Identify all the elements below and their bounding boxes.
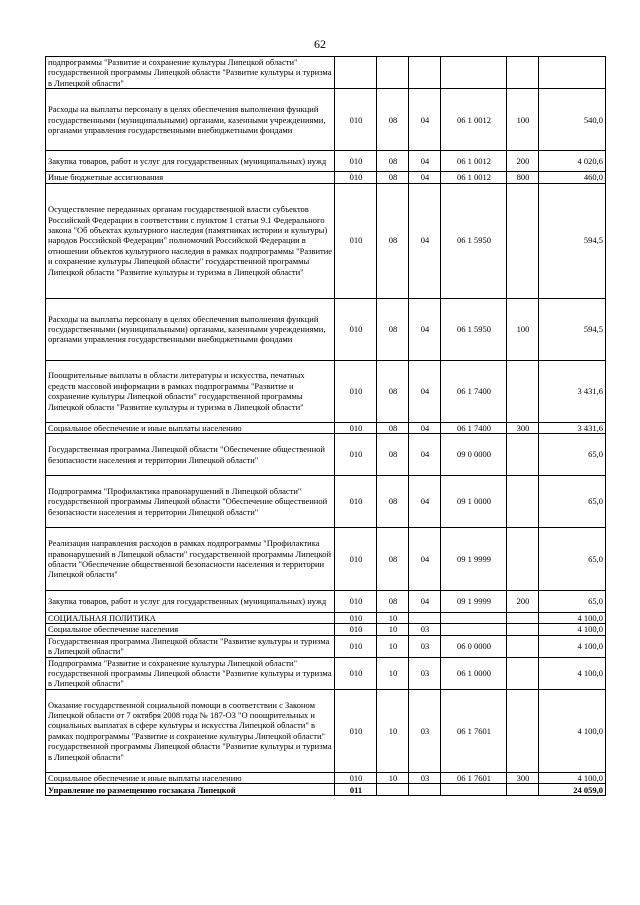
cell-expense-type: 200 [507, 151, 539, 172]
cell-amount: 4 020,6 [539, 151, 606, 172]
table-row [46, 772, 606, 783]
cell-description: СОЦИАЛЬНАЯ ПОЛИТИКА [46, 613, 335, 624]
cell-subsection: 04 [409, 476, 441, 528]
cell-description: Расходы на выплаты персоналу в целях обеспечения выполнения функций государственными (муниципальными) органами, казенными учреждениями, органами управления государственными внебюджетными фондами [46, 298, 335, 360]
cell-subsection [409, 57, 441, 89]
cell-subsection: 04 [409, 89, 441, 151]
cell-description: Подпрограмма "Развитие и сохранение культуры Липецкой области" государственной программы Липецкой области "Развитие культуры и туризма в Липецкой области" [46, 657, 335, 689]
table-row [46, 784, 606, 796]
budget-table [45, 56, 606, 796]
cell-subsection: 04 [409, 422, 441, 433]
cell-expense-type [507, 657, 539, 689]
cell-expense-type [507, 476, 539, 528]
cell-subsection: 04 [409, 172, 441, 183]
cell-description: Расходы на выплаты персоналу в целях обеспечения выполнения функций государственными (муниципальными) органами, казенными учреждениями, органами управления государственными внебюджетными фондами [46, 89, 335, 151]
table-row [46, 591, 606, 613]
cell-expense-type: 800 [507, 172, 539, 183]
cell-subsection: 03 [409, 635, 441, 657]
cell-admin-code: 010 [335, 89, 377, 151]
cell-subsection: 04 [409, 434, 441, 476]
cell-expense-type [507, 57, 539, 89]
cell-target-article: 06 1 7400 [441, 422, 507, 433]
cell-admin-code: 010 [335, 591, 377, 613]
cell-amount: 4 100,0 [539, 613, 606, 624]
cell-expense-type: 300 [507, 422, 539, 433]
cell-subsection [409, 784, 441, 796]
cell-amount: 3 431,6 [539, 422, 606, 433]
cell-section: 08 [377, 183, 409, 298]
cell-section: 08 [377, 298, 409, 360]
cell-target-article: 06 1 0012 [441, 89, 507, 151]
cell-description: Иные бюджетные ассигнования [46, 172, 335, 183]
cell-target-article: 06 1 7601 [441, 772, 507, 783]
cell-admin-code [335, 57, 377, 89]
table-row [46, 434, 606, 476]
cell-subsection: 04 [409, 298, 441, 360]
cell-admin-code: 010 [335, 528, 377, 591]
cell-target-article: 06 1 5950 [441, 183, 507, 298]
cell-expense-type: 300 [507, 772, 539, 783]
cell-subsection: 03 [409, 657, 441, 689]
cell-section: 10 [377, 772, 409, 783]
cell-description: Закупка товаров, работ и услуг для государственных (муниципальных) нужд [46, 591, 335, 613]
page-number: 62 [314, 37, 326, 51]
cell-subsection: 04 [409, 151, 441, 172]
cell-target-article: 06 1 0012 [441, 151, 507, 172]
cell-expense-type [507, 528, 539, 591]
cell-description: Социальное обеспечение населения [46, 624, 335, 635]
cell-amount: 4 100,0 [539, 635, 606, 657]
cell-section: 10 [377, 613, 409, 624]
cell-section: 08 [377, 476, 409, 528]
cell-admin-code: 010 [335, 172, 377, 183]
cell-section: 08 [377, 434, 409, 476]
cell-target-article: 09 1 0000 [441, 476, 507, 528]
cell-section: 08 [377, 151, 409, 172]
cell-admin-code: 010 [335, 624, 377, 635]
cell-target-article: 06 0 0000 [441, 635, 507, 657]
cell-subsection: 04 [409, 528, 441, 591]
cell-admin-code: 010 [335, 298, 377, 360]
cell-amount: 65,0 [539, 476, 606, 528]
cell-expense-type: 100 [507, 298, 539, 360]
table-row [46, 624, 606, 635]
cell-target-article: 06 1 7601 [441, 689, 507, 772]
table-row [46, 657, 606, 689]
cell-description: подпрограммы "Развитие и сохранение культуры Липецкой области" государственной программы Липецкой области "Развитие культуры и туризма в Липецкой области" [46, 57, 335, 89]
cell-amount: 594,5 [539, 183, 606, 298]
cell-subsection: 03 [409, 624, 441, 635]
cell-expense-type [507, 183, 539, 298]
cell-section [377, 57, 409, 89]
cell-amount: 4 100,0 [539, 689, 606, 772]
cell-section: 08 [377, 591, 409, 613]
cell-subsection: 03 [409, 689, 441, 772]
cell-amount: 3 431,6 [539, 360, 606, 422]
cell-expense-type [507, 689, 539, 772]
cell-admin-code: 010 [335, 613, 377, 624]
cell-section: 08 [377, 422, 409, 433]
cell-target-article: 06 1 0000 [441, 657, 507, 689]
cell-description: Социальное обеспечение и иные выплаты населению [46, 772, 335, 783]
cell-description: Осуществление переданных органам государственной власти субъектов Российской Федерации в соответствии с пунктом 1 статьи 9.1 Федерального закона "Об объектах культурного наследия (памятниках истории и культуры) народов Российской Федерации" полномочий Российской Федерации в отношении объектов культурного наследия в рамках подпрограммы "Развитие и сохранение культуры Липецкой области" государственной программы Липецкой области "Развитие культуры и туризма в Липецкой области" [46, 183, 335, 298]
cell-admin-code: 010 [335, 657, 377, 689]
cell-admin-code: 010 [335, 689, 377, 772]
cell-admin-code: 010 [335, 422, 377, 433]
cell-admin-code: 010 [335, 476, 377, 528]
cell-amount: 4 100,0 [539, 772, 606, 783]
cell-section: 08 [377, 528, 409, 591]
table-row [46, 89, 606, 151]
cell-admin-code: 010 [335, 772, 377, 783]
cell-section: 08 [377, 89, 409, 151]
cell-section [377, 784, 409, 796]
table-row [46, 57, 606, 89]
table-row [46, 613, 606, 624]
cell-target-article [441, 784, 507, 796]
table-row [46, 298, 606, 360]
cell-section: 08 [377, 360, 409, 422]
cell-description: Государственная программа Липецкой области "Развитие культуры и туризма в Липецкой области" [46, 635, 335, 657]
cell-target-article: 09 1 9999 [441, 528, 507, 591]
cell-description: Социальное обеспечение и иные выплаты населению [46, 422, 335, 433]
cell-subsection: 03 [409, 772, 441, 783]
cell-subsection: 04 [409, 591, 441, 613]
table-row [46, 476, 606, 528]
table-row [46, 528, 606, 591]
cell-admin-code: 010 [335, 360, 377, 422]
cell-target-article: 06 1 0012 [441, 172, 507, 183]
table-row [46, 172, 606, 183]
cell-expense-type [507, 613, 539, 624]
cell-amount: 594,5 [539, 298, 606, 360]
cell-description: Реализация направления расходов в рамках подпрограммы "Профилактика правонарушений в Липецкой области" государственной программы Липецкой области "Обеспечение общественной безопасности населения и территории Липецкой области" [46, 528, 335, 591]
cell-section: 10 [377, 689, 409, 772]
cell-target-article: 09 0 0000 [441, 434, 507, 476]
cell-target-article: 09 1 9999 [441, 591, 507, 613]
table-row [46, 151, 606, 172]
cell-expense-type [507, 635, 539, 657]
cell-subsection [409, 613, 441, 624]
cell-expense-type [507, 784, 539, 796]
cell-amount: 460,0 [539, 172, 606, 183]
cell-target-article [441, 624, 507, 635]
table-row [46, 422, 606, 433]
cell-section: 08 [377, 172, 409, 183]
table-row [46, 635, 606, 657]
cell-description: Поощрительные выплаты в области литературы и искусства, печатных средств массовой информации в рамках подпрограммы "Развитие и сохранение культуры Липецкой области" государственной программы Липецкой области "Развитие культуры и туризма в Липецкой области" [46, 360, 335, 422]
cell-admin-code: 010 [335, 151, 377, 172]
cell-expense-type: 200 [507, 591, 539, 613]
cell-description: Государственная программа Липецкой области "Обеспечение общественной безопасности населения и территории Липецкой области" [46, 434, 335, 476]
table-row [46, 183, 606, 298]
cell-target-article [441, 613, 507, 624]
cell-admin-code: 011 [335, 784, 377, 796]
cell-section: 10 [377, 657, 409, 689]
cell-expense-type: 100 [507, 89, 539, 151]
table-row [46, 689, 606, 772]
cell-expense-type [507, 434, 539, 476]
cell-description: Подпрограмма "Профилактика правонарушений в Липецкой области" государственной программы Липецкой области "Обеспечение общественной безопасности населения и территории Липецкой области" [46, 476, 335, 528]
cell-amount [539, 57, 606, 89]
cell-description: Закупка товаров, работ и услуг для государственных (муниципальных) нужд [46, 151, 335, 172]
cell-admin-code: 010 [335, 635, 377, 657]
cell-target-article: 06 1 5950 [441, 298, 507, 360]
cell-amount: 4 100,0 [539, 657, 606, 689]
cell-target-article [441, 57, 507, 89]
cell-admin-code: 010 [335, 183, 377, 298]
cell-expense-type [507, 624, 539, 635]
cell-amount: 4 100,0 [539, 624, 606, 635]
cell-amount: 24 059,0 [539, 784, 606, 796]
cell-description: Управление по размещению госзаказа Липецкой [46, 784, 335, 796]
cell-subsection: 04 [409, 360, 441, 422]
cell-description: Оказание государственной социальной помощи в соответствии с Законом Липецкой области от 7 октября 2008 года № 187-ОЗ "О поощрительных и социальных выплатах в сфере культуры и искусства Липецкой области" в рамках подпрограммы "Развитие и сохранение культуры Липецкой области" государственной программы Липецкой области "Развитие культуры и туризма в Липецкой области" [46, 689, 335, 772]
cell-amount: 65,0 [539, 591, 606, 613]
cell-admin-code: 010 [335, 434, 377, 476]
cell-expense-type [507, 360, 539, 422]
cell-amount: 540,0 [539, 89, 606, 151]
cell-subsection: 04 [409, 183, 441, 298]
table-row [46, 360, 606, 422]
cell-amount: 65,0 [539, 528, 606, 591]
cell-target-article: 06 1 7400 [441, 360, 507, 422]
cell-amount: 65,0 [539, 434, 606, 476]
cell-section: 10 [377, 624, 409, 635]
cell-section: 10 [377, 635, 409, 657]
